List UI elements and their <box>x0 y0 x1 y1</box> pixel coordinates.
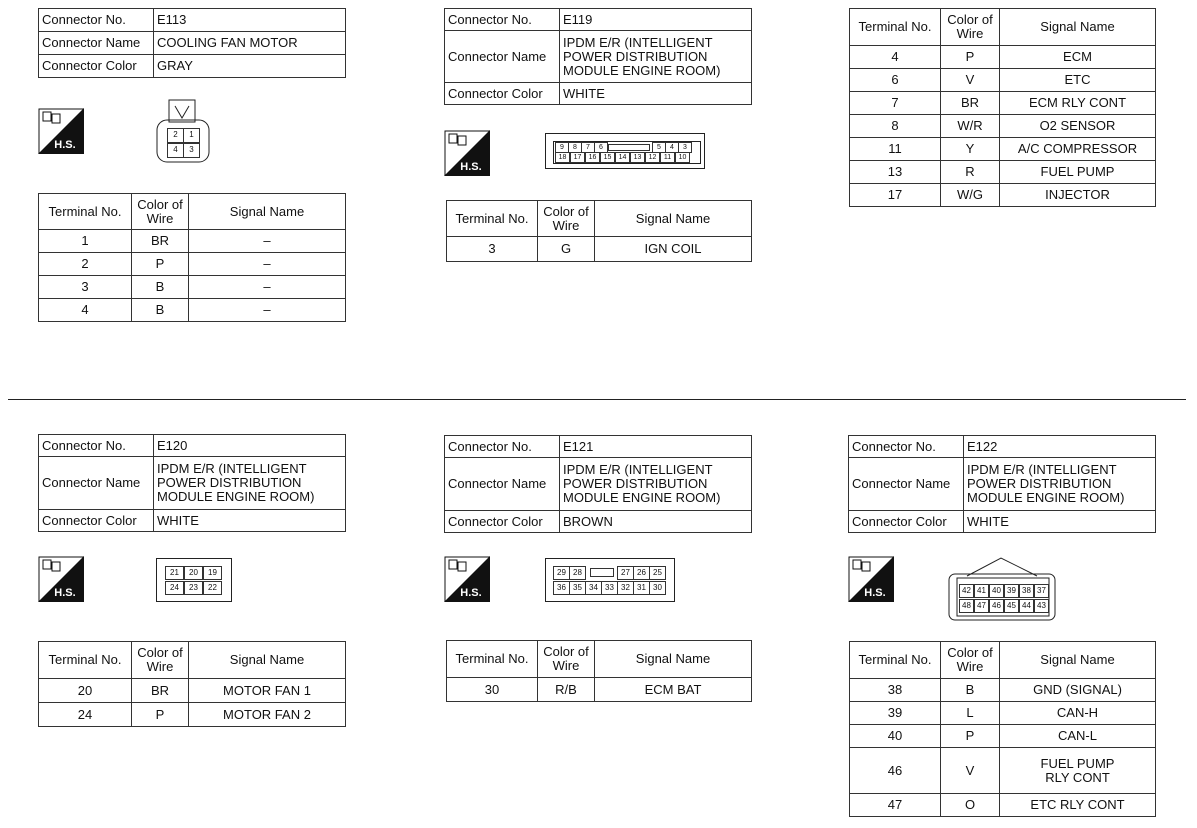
table-row: 40 P CAN-L <box>850 725 1156 748</box>
e122-info-table <box>848 435 1156 533</box>
e120-terminal-table <box>38 641 346 727</box>
connector-no-label: Connector No. <box>39 435 154 457</box>
terminal-no-header: Terminal No. <box>447 201 538 237</box>
e120-connector-name: IPDM E/R (INTELLIGENT POWER DISTRIBUTION MODULE ENGINE ROOM) <box>154 457 346 510</box>
connector-key <box>590 568 614 577</box>
table-row: 24 P MOTOR FAN 2 <box>39 703 346 727</box>
wire-color-header: Color of Wire <box>941 9 1000 46</box>
pin: 3 <box>183 143 200 158</box>
connector-no-label: Connector No. <box>445 9 560 31</box>
connector-color-label: Connector Color <box>39 510 154 532</box>
e122-connector-no: E122 <box>964 436 1156 458</box>
signal-name-header: Signal Name <box>1000 9 1156 46</box>
harness-side-icon <box>38 108 84 154</box>
signal-name-header: Signal Name <box>189 194 346 230</box>
wire-color-header: Color of Wire <box>132 194 189 230</box>
e113-connector-no: E113 <box>154 9 346 32</box>
connector-name-label: Connector Name <box>445 31 560 83</box>
table-row: 3 G IGN COIL <box>447 237 752 262</box>
pin: 4 <box>167 143 184 158</box>
signal-name-header: Signal Name <box>595 641 752 678</box>
e113-connector-face <box>155 98 211 164</box>
signal-name-header: Signal Name <box>189 642 346 679</box>
table-row: 4 B – <box>39 299 346 322</box>
table-row: 3 B – <box>39 276 346 299</box>
table-row: 39 L CAN-H <box>850 702 1156 725</box>
e122-terminal-table <box>849 641 1156 817</box>
table-row: 8 W/R O2 SENSOR <box>850 115 1156 138</box>
table-row: 11 Y A/C COMPRESSOR <box>850 138 1156 161</box>
table-row: 38 B GND (SIGNAL) <box>850 679 1156 702</box>
table-row: 6 V ETC <box>850 69 1156 92</box>
signal-name-header: Signal Name <box>595 201 752 237</box>
e121-connector-face: 29 28 27 26 25 36 35 34 33 32 31 30 <box>545 558 675 602</box>
pin: 2 <box>167 128 184 143</box>
connector-name-label: Connector Name <box>39 32 154 55</box>
e122-connector-name: IPDM E/R (INTELLIGENT POWER DISTRIBUTION MODULE ENGINE ROOM) <box>964 458 1156 511</box>
e113-info-table <box>38 8 346 78</box>
harness-side-icon <box>38 556 84 602</box>
table-row: 2 P – <box>39 253 346 276</box>
e121-connector-color: BROWN <box>560 511 752 533</box>
e119-connector-color: WHITE <box>560 83 752 105</box>
terminal-no-header: Terminal No. <box>39 194 132 230</box>
terminal-no-header: Terminal No. <box>39 642 132 679</box>
table-row: 13 R FUEL PUMP <box>850 161 1156 184</box>
e120-connector-no: E120 <box>154 435 346 457</box>
wire-color-header: Color of Wire <box>538 641 595 678</box>
table-row: 7 BR ECM RLY CONT <box>850 92 1156 115</box>
e119-terminal-table <box>446 200 752 262</box>
connector-color-label: Connector Color <box>445 83 560 105</box>
harness-side-icon <box>444 130 490 176</box>
svg-text:H.S.: H.S. <box>54 139 76 151</box>
terminal-no-header: Terminal No. <box>850 642 941 679</box>
connector-no-label: Connector No. <box>849 436 964 458</box>
pin: 1 <box>183 128 200 143</box>
wire-color-header: Color of Wire <box>538 201 595 237</box>
table-row: 17 W/G INJECTOR <box>850 184 1156 207</box>
table-row: 46 V FUEL PUMP RLY CONT <box>850 748 1156 794</box>
signal-name-header: Signal Name <box>1000 642 1156 679</box>
e121-terminal-table <box>446 640 752 702</box>
e121-info-table <box>444 435 752 533</box>
e120-info-table <box>38 434 346 532</box>
table-row: 1 BR – <box>39 230 346 253</box>
terminal-no-header: Terminal No. <box>447 641 538 678</box>
table-row: 47 O ETC RLY CONT <box>850 794 1156 817</box>
svg-text:H.S.: H.S. <box>460 161 482 173</box>
connector-name-label: Connector Name <box>849 458 964 511</box>
wire-color-header: Color of Wire <box>941 642 1000 679</box>
e122-connector-face: 42 41 40 39 38 37 48 47 46 45 44 43 <box>947 556 1059 622</box>
e120-connector-color: WHITE <box>154 510 346 532</box>
connector-color-label: Connector Color <box>849 511 964 533</box>
e113-terminal-table <box>38 193 346 322</box>
connector-no-label: Connector No. <box>445 436 560 458</box>
e121-connector-name: IPDM E/R (INTELLIGENT POWER DISTRIBUTION MODULE ENGINE ROOM) <box>560 458 752 511</box>
section-divider <box>8 399 1186 400</box>
table-row: 4 P ECM <box>850 46 1156 69</box>
table-row: 30 R/B ECM BAT <box>447 678 752 702</box>
e121-connector-no: E121 <box>560 436 752 458</box>
svg-text:H.S.: H.S. <box>864 587 886 599</box>
e119-info-table <box>444 8 752 105</box>
wire-color-header: Color of Wire <box>132 642 189 679</box>
e113-connector-color: GRAY <box>154 55 346 78</box>
e119-connector-face: 9 8 7 6 5 4 3 18 17 16 15 14 13 12 11 10 <box>545 133 705 169</box>
terminal-no-header: Terminal No. <box>850 9 941 46</box>
connector-name-label: Connector Name <box>39 457 154 510</box>
e120-connector-face: 21 20 19 24 23 22 <box>156 558 232 602</box>
table-row: 20 BR MOTOR FAN 1 <box>39 679 346 703</box>
connector-color-label: Connector Color <box>39 55 154 78</box>
connector-key <box>608 144 650 151</box>
e119-connector-no: E119 <box>560 9 752 31</box>
svg-text:H.S.: H.S. <box>54 587 76 599</box>
connector-color-label: Connector Color <box>445 511 560 533</box>
harness-side-icon <box>848 556 894 602</box>
connector-no-label: Connector No. <box>39 9 154 32</box>
e113-connector-name: COOLING FAN MOTOR <box>154 32 346 55</box>
e122-connector-color: WHITE <box>964 511 1156 533</box>
svg-text:H.S.: H.S. <box>460 587 482 599</box>
e119-connector-name: IPDM E/R (INTELLIGENT POWER DISTRIBUTION MODULE ENGINE ROOM) <box>560 31 752 83</box>
e119-terminal-table-continued <box>849 8 1156 207</box>
connector-name-label: Connector Name <box>445 458 560 511</box>
harness-side-icon <box>444 556 490 602</box>
